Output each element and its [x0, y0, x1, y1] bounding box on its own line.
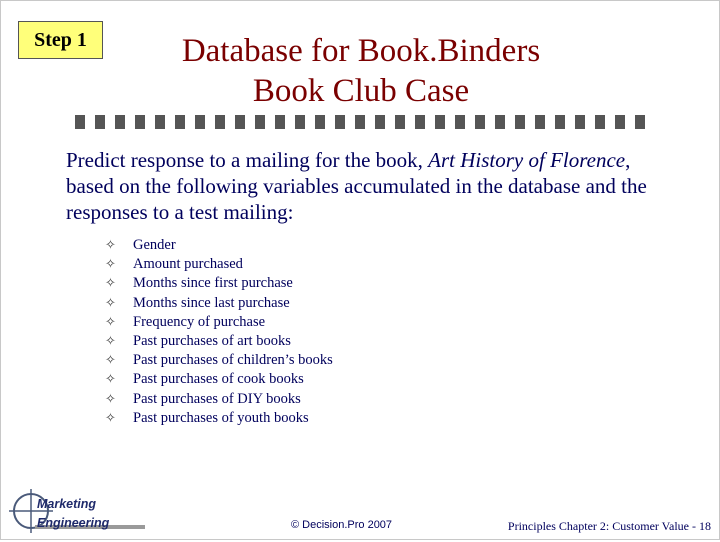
four-point-star-outline-icon: ✧ [105, 391, 116, 407]
variable-list-item [105, 332, 333, 351]
variable-list [105, 236, 333, 428]
four-point-star-outline-icon: ✧ [105, 410, 116, 426]
variable-label: Past purchases of youth books [133, 409, 309, 426]
four-point-star-outline-icon: ✧ [105, 314, 116, 330]
variable-list-item [105, 370, 333, 389]
step-badge: Step 1 [18, 21, 103, 59]
variable-label: Months since last purchase [133, 294, 290, 311]
book-title: Art History of Florence [428, 148, 626, 172]
four-point-star-outline-icon: ✧ [105, 276, 116, 292]
title-line-2: Book Club Case [252, 73, 470, 109]
logo-line-1: Marketing [37, 497, 97, 511]
logo-line-2: Engineering [37, 516, 110, 530]
variable-list-item [105, 294, 333, 313]
title-line-1: Database for Book.Binders [181, 33, 541, 69]
footer-page-info: Principles Chapter 2: Customer Value - 18 [507, 519, 711, 533]
four-point-star-outline-icon: ✧ [105, 353, 116, 369]
variable-label: Months since first purchase [133, 275, 293, 292]
variable-list-item [105, 274, 333, 293]
four-point-star-outline-icon: ✧ [105, 295, 116, 311]
marketing-engineering-logo [7, 485, 152, 537]
dashed-divider [75, 115, 655, 129]
variable-label: Past purchases of art books [133, 333, 291, 350]
variable-list-item [105, 313, 333, 332]
variable-label: Gender [133, 237, 176, 254]
variable-label: Amount purchased [133, 256, 243, 273]
slide-title [121, 31, 601, 111]
logo-text [37, 495, 109, 533]
four-point-star-outline-icon: ✧ [105, 334, 116, 350]
variable-label: Past purchases of children’s books [133, 352, 333, 369]
variable-label: Frequency of purchase [133, 313, 266, 330]
intro-text-after: , based on the following variables accumulated in the database and the responses to a test mailing: [66, 148, 647, 224]
variable-list-item [105, 236, 333, 255]
variable-label: Past purchases of cook books [133, 371, 304, 388]
variable-list-item [105, 351, 333, 370]
four-point-star-outline-icon: ✧ [105, 372, 116, 388]
intro-paragraph [66, 147, 666, 225]
four-point-star-outline-icon: ✧ [105, 257, 116, 273]
variable-list-item [105, 255, 333, 274]
four-point-star-outline-icon: ✧ [105, 238, 116, 254]
variable-label: Past purchases of DIY books [133, 390, 301, 407]
footer-copyright: © Decision.Pro 2007 [291, 519, 393, 531]
intro-text-before: Predict response to a mailing for the book, [66, 148, 429, 172]
variable-list-item [105, 409, 333, 428]
variable-list-item [105, 390, 333, 409]
